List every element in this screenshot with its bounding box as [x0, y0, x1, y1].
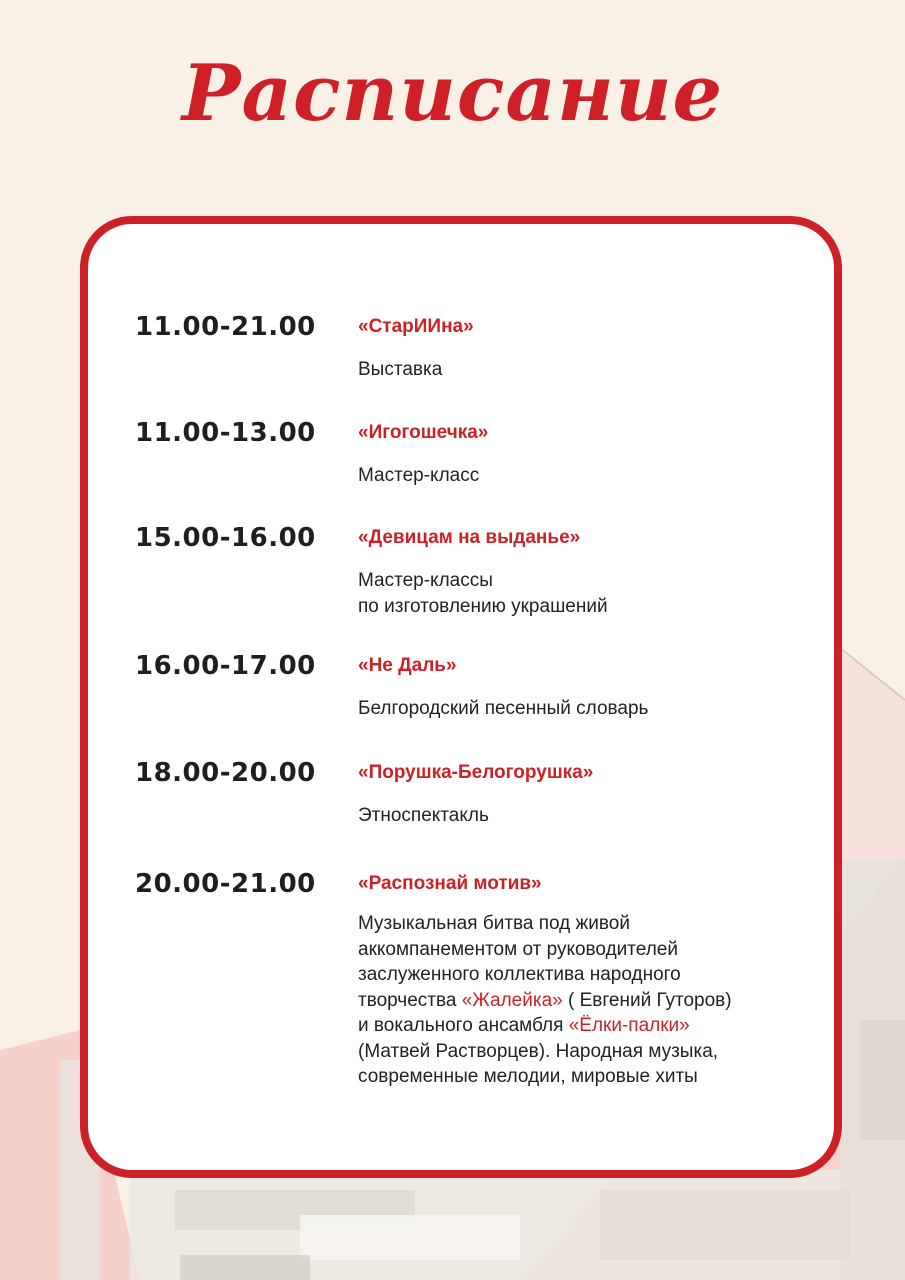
- event-description: [358, 568, 798, 619]
- schedule-card: [80, 216, 842, 1178]
- event-time: 11.00-21.00: [135, 312, 316, 342]
- event-time: 15.00-16.00: [135, 523, 316, 553]
- event-title: «Девицам на выданье»: [358, 527, 581, 548]
- event-title: «СтарИИна»: [358, 316, 474, 337]
- ensemble-name: «Жалейка»: [461, 989, 563, 1011]
- description-line: современные мелодии, мировые хиты: [358, 1066, 698, 1087]
- event-time: 16.00-17.00: [135, 651, 316, 681]
- event-time: 11.00-13.00: [135, 418, 316, 448]
- description-line: Мастер-классы: [358, 570, 493, 591]
- description-line: (Матвей Растворцев). Народная музыка,: [358, 1040, 719, 1062]
- event-description: [358, 357, 798, 383]
- description-line: [358, 1013, 798, 1039]
- description-text: творчества: [358, 989, 462, 1011]
- event-title: «Распознай мотив»: [358, 873, 542, 894]
- event-description: [358, 463, 798, 489]
- description-line: Этноспектакль: [358, 805, 489, 826]
- description-line: Музыкальная битва под живой: [358, 913, 630, 934]
- description-line: Выставка: [358, 359, 443, 380]
- description-line: заслуженного коллектива народного: [358, 964, 681, 985]
- event-title: «Порушка-Белогорушка»: [358, 762, 594, 783]
- description-text: ( Евгений Гуторов): [562, 989, 732, 1011]
- description-line: Белгородский песенный словарь: [358, 698, 649, 719]
- event-title: «Игогошечка»: [358, 422, 489, 443]
- event-time: 20.00-21.00: [135, 869, 316, 899]
- event-description: [358, 911, 798, 1090]
- description-line: аккомпанементом от руководителей: [358, 938, 678, 960]
- event-description: [358, 803, 798, 829]
- ensemble-name: «Ёлки-палки»: [568, 1015, 690, 1036]
- description-line: [358, 988, 798, 1014]
- event-description: [358, 696, 798, 722]
- event-time: 18.00-20.00: [135, 758, 316, 788]
- description-line: Мастер-класс: [358, 465, 480, 486]
- description-text: и вокального ансамбля: [358, 1015, 569, 1036]
- description-line: по изготовлению украшений: [358, 595, 608, 617]
- page-title: Расписание: [181, 48, 724, 139]
- event-title: «Не Даль»: [358, 655, 457, 676]
